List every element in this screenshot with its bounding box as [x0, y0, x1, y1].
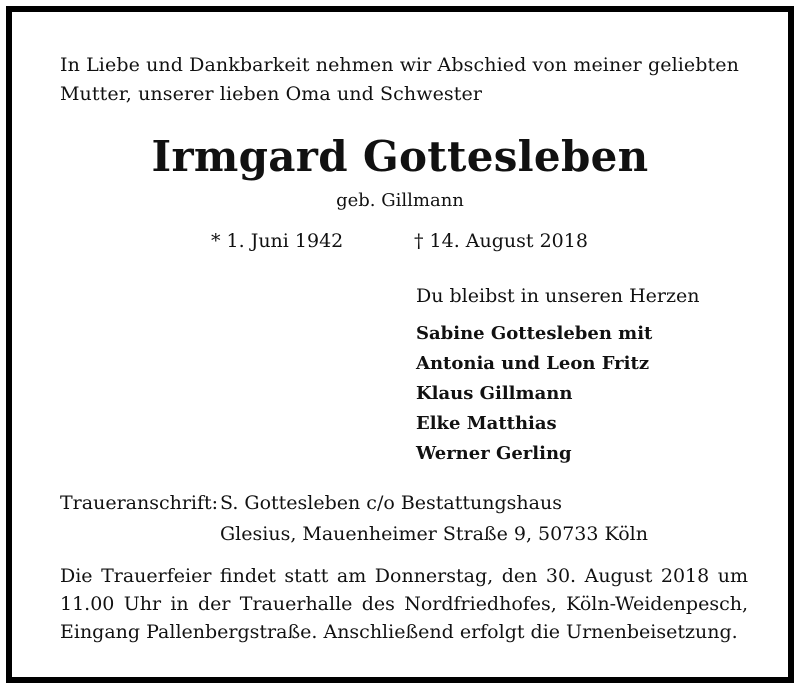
- ceremony-line-1: Die Trauerfeier findet statt am Donnerstag, den 30. August 2018 um: [60, 565, 748, 587]
- birth-date: * 1. Juni 1942: [211, 230, 344, 252]
- maiden-name: geb. Gillmann: [336, 190, 464, 211]
- motto: Du bleibst in unseren Herzen: [416, 285, 700, 307]
- mourner-name: Werner Gerling: [416, 443, 572, 464]
- obituary-notice-frame: [6, 6, 794, 683]
- intro-line-1: In Liebe und Dankbarkeit nehmen wir Abschied von meiner geliebten: [60, 54, 739, 76]
- mourner-name: Elke Matthias: [416, 413, 557, 434]
- ceremony-line-2: 11.00 Uhr in der Trauerhalle des Nordfriedhofes, Köln-Weidenpesch,: [60, 593, 748, 615]
- mourner-name: Sabine Gottesleben mit: [416, 323, 653, 344]
- deceased-name: Irmgard Gottesleben: [151, 132, 649, 181]
- mourner-name: Klaus Gillmann: [416, 383, 573, 404]
- death-date: † 14. August 2018: [414, 230, 588, 252]
- intro-line-2: Mutter, unserer lieben Oma und Schwester: [60, 83, 483, 105]
- address-line-1: S. Gottesleben c/o Bestattungshaus: [220, 492, 562, 514]
- address-line-2: Glesius, Mauenheimer Straße 9, 50733 Köln: [220, 523, 648, 545]
- address-label: Traueranschrift:: [60, 492, 219, 514]
- ceremony-line-3: Eingang Pallenbergstraße. Anschließend erfolgt die Urnenbeisetzung.: [60, 621, 738, 643]
- mourner-name: Antonia und Leon Fritz: [416, 353, 650, 374]
